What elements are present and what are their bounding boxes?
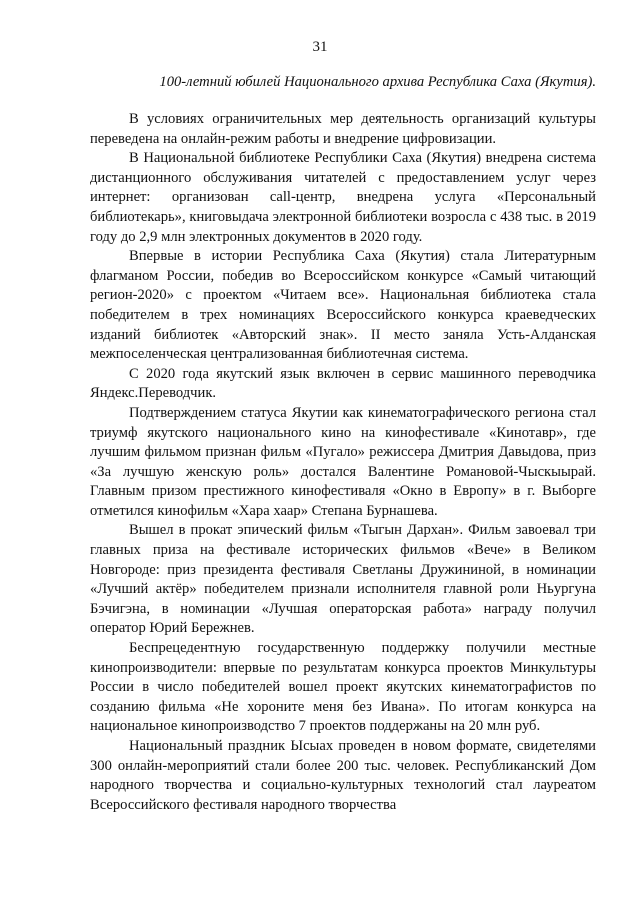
paragraph: С 2020 года якутский язык включен в сервис машинного переводчика Яндекс.Переводчик. [90, 365, 596, 402]
section-title: 100-летний юбилей Национального архива Республика Саха (Якутия). [159, 74, 596, 90]
paragraph: Подтверждением статуса Якутии как кинематографического региона стал триумф якутского национального кино на кинофестивале «Кинотавр», где лучшим фильмом признан фильм «Пугало» режиссера Дмитрия Давыдова, приз «За лучшую женскую роль» достался Валентине Романовой-Чыскыырай. Главным призом престижного кинофестиваля «Окно в Европу» в г. Выборге отметился кинофильм «Хара хаар» Степана Бурнашева. [90, 404, 596, 519]
page-number: 31 [312, 39, 328, 55]
paragraph: Впервые в истории Республика Саха (Якутия) стала Литературным флагманом России, победив во Всероссийском конкурсе «Самый читающий регион-2020» с проектом «Читаем все». Национальная библиотека стала победителем в трех номинациях Всероссийского конкурса краеведческих изданий библиотек «Авторский знак». II место заняла Усть-Алданская межпоселенческая централизованная библиотечная система. [90, 248, 596, 363]
paragraph: Национальный праздник Ысыах проведен в новом формате, свидетелями 300 онлайн-мероприятий стали более 200 тыс. человек. Республиканский Дом народного творчества и социально-культурных технологий стал лауреатом Всероссийского фестиваля народного творчества [90, 738, 596, 813]
paragraph: В условиях ограничительных мер деятельность организаций культуры переведена на онлайн-режим работы и внедрение цифровизации. [90, 111, 596, 147]
body-text [90, 110, 596, 815]
paragraph: Вышел в прокат эпический фильм «Тыгын Дархан». Фильм завоевал три главных приза на фестивале исторических фильмов «Вече» в Великом Новгороде: приз президента фестиваля Светланы Дружининой, в номинации «Лучший актёр» победителем признали исполнителя главной роли Ньургуна Бэчигэна, в номинации «Лучшая операторская работа» награду получил оператор Юрий Бережнев. [90, 522, 596, 637]
paragraph: Беспрецедентную государственную поддержку получили местные кинопроизводители: впервые по результатам конкурса проектов Минкультуры России в число победителей вошел проект якутских кинематографистов по созданию фильма «Не хороните меня без Ивана». По итогам конкурса на национальное кинопроизводство 7 проектов поддержаны на 20 млн руб. [90, 640, 596, 735]
paragraph: В Национальной библиотеке Республики Саха (Якутия) внедрена система дистанционного обслуживания читателей с предоставлением услуг через интернет: организован call-центр, внедрена услуга «Персональный библиотекарь», книговыдача электронной библиотеки возросла с 438 тыс. в 2019 году до 2,9 млн электронных документов в 2020 году. [90, 150, 596, 245]
